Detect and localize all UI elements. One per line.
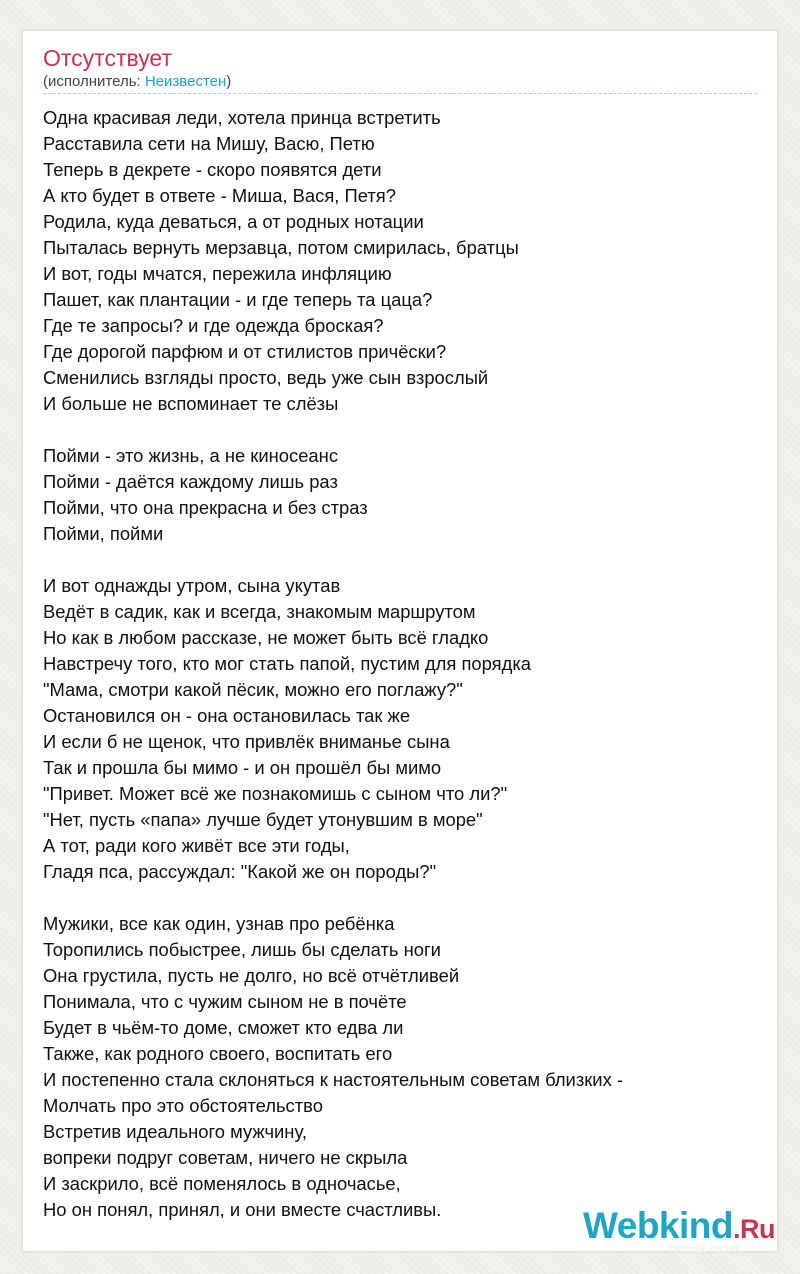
lyric-line: вопреки подруг советам, ничего не скрыла: [43, 1147, 408, 1168]
lyrics-body: [43, 105, 759, 1223]
lyric-line: Где те запросы? и где одежда броская?: [43, 315, 384, 336]
lyric-line: И больше не вспоминает те слёзы: [43, 393, 339, 414]
stanza-break: [43, 547, 759, 573]
lyric-line: Пашет, как плантации - и где теперь та цаца?: [43, 289, 433, 310]
lyric-line: Будет в чьём-то доме, сможет кто едва ли: [43, 1017, 404, 1038]
artist-suffix: ): [226, 73, 232, 90]
lyrics-card: [22, 30, 778, 1255]
stanza-break: [43, 885, 759, 911]
lyric-line: И вот, годы мчатся, пережила инфляцию: [43, 263, 392, 284]
lyric-line: Расставила сети на Мишу, Васю, Петю: [43, 133, 375, 154]
lyric-line: Встретив идеального мужчину,: [43, 1121, 307, 1142]
lyric-line: "Нет, пусть «папа» лучше будет утонувшим в море": [43, 809, 483, 830]
lyric-line: Родила, куда деваться, а от родных нотации: [43, 211, 424, 232]
lyric-line: Навстречу того, кто мог стать папой, пустим для порядка: [43, 653, 532, 674]
lyric-line: И постепенно стала склоняться к настоятельным советам близких -: [43, 1069, 624, 1090]
lyric-line: Но он понял, принял, и они вместе счастливы.: [43, 1199, 442, 1220]
lyric-line: А тот, ради кого живёт все эти годы,: [43, 835, 350, 856]
lyric-line: Пойми - это жизнь, а не киносеанс: [43, 445, 339, 466]
lyric-line: Так и прошла бы мимо - и он прошёл бы мимо: [43, 757, 442, 778]
lyric-line: Пыталась вернуть мерзавца, потом смирилась, братцы: [43, 237, 519, 258]
artist-prefix: (исполнитель:: [43, 73, 145, 90]
lyric-line: И вот однажды утром, сына укутав: [43, 575, 341, 596]
lyric-line: Также, как родного своего, воспитать его: [43, 1043, 393, 1064]
lyric-line: Понимала, что с чужим сыном не в почёте: [43, 991, 407, 1012]
lyric-line: И заскрило, всё поменялось в одночасье,: [43, 1173, 401, 1194]
logo-tagline: тексты песен: [668, 1243, 741, 1255]
lyric-line: Одна красивая леди, хотела принца встретить: [43, 107, 441, 128]
lyric-line: Пойми - даётся каждому лишь раз: [43, 471, 338, 492]
lyric-line: Пойми, пойми: [43, 523, 164, 544]
stanza-break: [43, 417, 759, 443]
site-logo[interactable]: [583, 1206, 783, 1256]
lyric-line: Торопились побыстрее, лишь бы сделать ноги: [43, 939, 441, 960]
artist-link[interactable]: Неизвестен: [144, 73, 227, 90]
lyric-line: Гладя пса, рассуждал: "Какой же он породы?": [43, 861, 437, 882]
title-divider: [43, 93, 757, 94]
lyric-line: "Мама, смотри какой пёсик, можно его поглажу?": [43, 679, 463, 700]
lyric-line: Остановился он - она остановилась так же: [43, 705, 411, 726]
lyric-line: Но как в любом рассказе, не может быть всё гладко: [43, 627, 489, 648]
lyric-line: Где дорогой парфюм и от стилистов причёски?: [43, 341, 447, 362]
song-title: Отсутствует: [43, 45, 172, 71]
lyric-line: И если б не щенок, что привлёк вниманье сына: [43, 731, 450, 752]
lyric-line: Ведёт в садик, как и всегда, знакомым маршрутом: [43, 601, 476, 622]
lyric-line: Пойми, что она прекрасна и без страз: [43, 497, 368, 518]
lyric-line: А кто будет в ответе - Миша, Вася, Петя?: [43, 185, 396, 206]
logo-tld: .Ru: [733, 1214, 775, 1244]
artist-line: [43, 73, 231, 91]
lyric-line: Молчать про это обстоятельство: [43, 1095, 323, 1116]
logo-name: Webkind: [583, 1205, 733, 1246]
lyric-line: Теперь в декрете - скоро появятся дети: [43, 159, 382, 180]
lyric-line: "Привет. Может всё же познакомишь с сыном что ли?": [43, 783, 508, 804]
lyric-line: Сменились взгляды просто, ведь уже сын взрослый: [43, 367, 489, 388]
lyric-line: Она грустила, пусть не долго, но всё отчётливей: [43, 965, 460, 986]
lyric-line: Мужики, все как один, узнав про ребёнка: [43, 913, 395, 934]
